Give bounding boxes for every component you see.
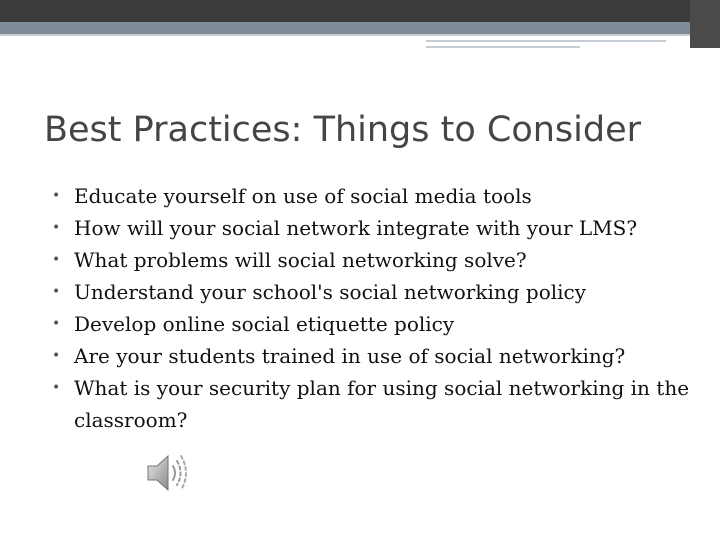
bullet-dot-icon: • xyxy=(52,252,61,268)
speaker-icon[interactable] xyxy=(144,448,194,498)
bullet-item: • Are your students trained in use of social networking? xyxy=(52,340,692,372)
header-rule-short xyxy=(426,46,580,48)
bullet-dot-icon: • xyxy=(52,188,61,204)
header-bar-dark xyxy=(0,0,720,22)
bullet-dot-icon: • xyxy=(52,220,61,236)
bullet-item: • What is your security plan for using social networking in the classroom? xyxy=(52,372,692,436)
bullet-dot-icon: • xyxy=(52,348,61,364)
bullet-item: • Educate yourself on use of social media tools xyxy=(52,180,692,212)
bullet-list xyxy=(52,180,692,436)
bullet-item: • Understand your school's social networking policy xyxy=(52,276,692,308)
slide-title: Best Practices: Things to Consider xyxy=(44,110,642,150)
header-corner-block xyxy=(690,0,720,48)
header-rule-medium xyxy=(426,40,666,42)
header-bar-light xyxy=(0,22,720,34)
bullet-dot-icon: • xyxy=(52,380,61,396)
bullet-item: • What problems will social networking solve? xyxy=(52,244,692,276)
bullet-dot-icon: • xyxy=(52,316,61,332)
bullet-item: • Develop online social etiquette policy xyxy=(52,308,692,340)
bullet-dot-icon: • xyxy=(52,284,61,300)
header-rule-long xyxy=(0,34,690,36)
bullet-item: • How will your social network integrate with your LMS? xyxy=(52,212,692,244)
